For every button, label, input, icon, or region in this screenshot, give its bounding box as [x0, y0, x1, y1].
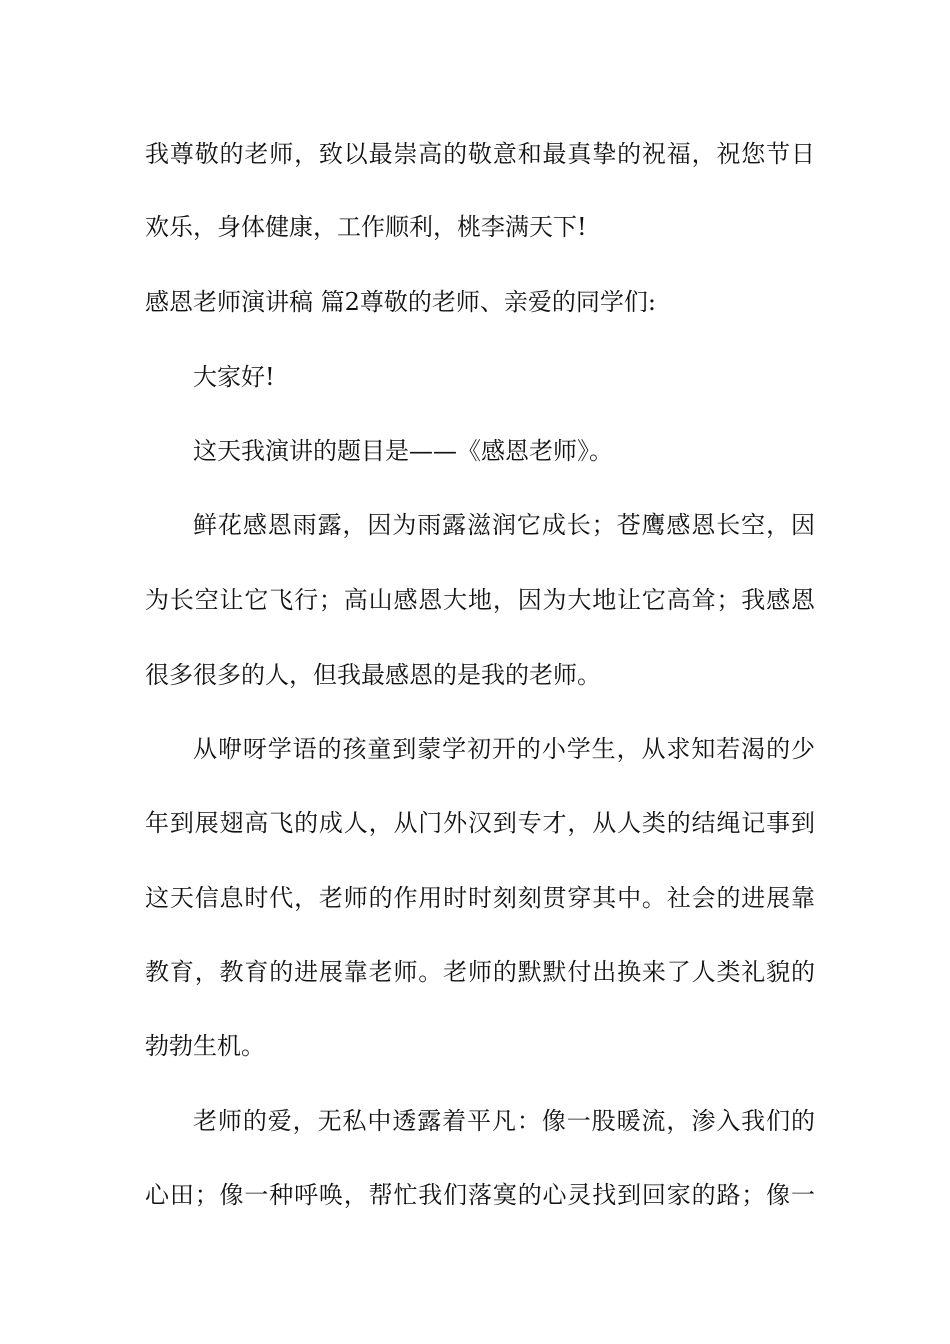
paragraph-line: 勃勃生机。 [145, 1032, 265, 1060]
paragraph-line: 教育，教育的进展靠老师。老师的默默付出换来了人类礼貌的 [145, 958, 815, 986]
paragraph-line: 为长空让它飞行；高山感恩大地，因为大地让它高耸；我感恩 [145, 586, 815, 614]
section-heading: 感恩老师演讲稿 篇2尊敬的老师、亲爱的同学们: [145, 288, 656, 316]
paragraph-line: 心田；像一种呼唤，帮忙我们落寞的心灵找到回家的路；像一 [145, 1181, 815, 1209]
paragraph-line: 这天我演讲的题目是——《感恩老师》。 [193, 437, 613, 465]
paragraph-line: 从咿呀学语的孩童到蒙学初开的小学生，从求知若渴的少 [193, 735, 815, 763]
paragraph-line: 欢乐，身体健康，工作顺利，桃李满天下! [145, 213, 587, 241]
paragraph-line: 这天信息时代，老师的作用时时刻刻贯穿其中。社会的进展靠 [145, 884, 815, 912]
paragraph-line: 我尊敬的老师，致以最崇高的敬意和最真挚的祝福，祝您节日 [145, 140, 815, 168]
paragraph-line: 老师的爱，无私中透露着平凡：像一股暖流，渗入我们的 [193, 1107, 815, 1135]
paragraph-line: 年到展翅高飞的成人，从门外汉到专才，从人类的结绳记事到 [145, 809, 815, 837]
greeting-line: 大家好! [193, 363, 275, 391]
paragraph-line: 鲜花感恩雨露，因为雨露滋润它成长；苍鹰感恩长空，因 [193, 511, 815, 539]
paragraph-line: 很多很多的人，但我最感恩的是我的老师。 [145, 661, 601, 689]
